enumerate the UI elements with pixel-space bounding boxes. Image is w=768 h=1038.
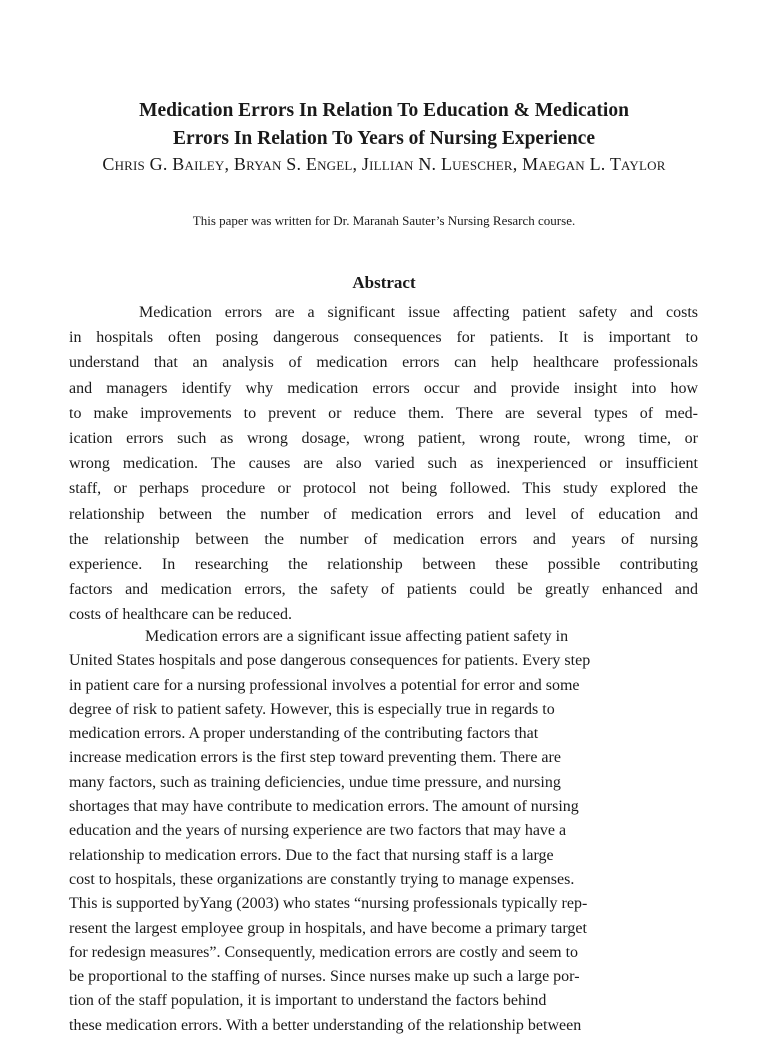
body-line: degree of risk to patient safety. However, this is especially true in regards to (69, 700, 555, 718)
body-line: these medication errors. With a better understanding of the relationship between (69, 1016, 582, 1034)
body-line: resent the largest employee group in hospitals, and have become a primary target (69, 919, 587, 937)
abstract-line: to make improvements to prevent or reduce them. There are several types of med- (69, 404, 698, 422)
body-line: increase medication errors is the first step toward preventing them. There are (69, 749, 561, 767)
body-line: for redesign measures”. Consequently, medication errors are costly and seem to (69, 943, 579, 961)
title-line-1: Medication Errors In Relation To Education & Medication (139, 100, 629, 121)
abstract-line: factors and medication errors, the safety of patients could be greatly enhanced and (69, 581, 698, 599)
body-line: relationship to medication errors. Due to the fact that nursing staff is a large (69, 846, 554, 864)
abstract-line: staff, or perhaps procedure or protocol not being followed. This study explored the (69, 480, 698, 498)
abstract-line: wrong medication. The causes are also varied such as inexperienced or insufficient (69, 455, 698, 473)
abstract-line: relationship between the number of medication errors and level of education and (69, 505, 698, 523)
course-note: This paper was written for Dr. Maranah Sauter’s Nursing Resarch course. (192, 213, 576, 228)
body-line: in patient care for a nursing professional involves a potential for error and some (69, 676, 580, 694)
abstract-line: the relationship between the number of medication errors and years of nursing (69, 530, 698, 548)
abstract-line: understand that an analysis of medication errors can help healthcare professionals (69, 354, 698, 372)
body-line: Medication errors are a significant issue affecting patient safety in (145, 628, 569, 645)
body-line: many factors, such as training deficiencies, undue time pressure, and nursing (69, 773, 561, 791)
abstract-line: and managers identify why medication errors occur and provide insight into how (69, 379, 698, 397)
abstract-paragraph (69, 300, 698, 628)
abstract-line: costs of healthcare can be reduced. (69, 606, 292, 624)
abstract-line: experience. In researching the relationship between these possible contributing (69, 556, 698, 574)
title-line-2: Errors In Relation To Years of Nursing Experience (173, 128, 595, 149)
body-line: education and the years of nursing experience are two factors that may have a (69, 822, 567, 840)
abstract-line: ication errors such as wrong dosage, wrong patient, wrong route, wrong time, or (69, 430, 698, 448)
body-line: cost to hospitals, these organizations are constantly trying to manage expenses. (69, 870, 575, 888)
body-line: be proportional to the staffing of nurses. Since nurses make up such a large por- (69, 968, 580, 986)
body-line: medication errors. A proper understanding of the contributing factors that (69, 725, 539, 743)
body-line: shortages that may have contribute to medication errors. The amount of nursing (69, 798, 579, 816)
body-paragraph (69, 625, 698, 1038)
abstract-line: Medication errors are a significant issue affecting patient safety and costs (139, 304, 698, 321)
body-line: United States hospitals and pose dangerous consequences for patients. Every step (69, 652, 591, 670)
body-line: This is supported byYang (2003) who states “nursing professionals typically rep- (69, 895, 588, 913)
body-line: tion of the staff population, it is important to understand the factors behind (69, 992, 547, 1010)
abstract-heading: Abstract (352, 273, 416, 292)
author-list: Chris G. Bailey, Bryan S. Engel, Jillian N. Luescher, Maegan L. Taylor (102, 154, 666, 174)
abstract-line: in hospitals often posing dangerous consequences for patients. It is important to (69, 329, 698, 347)
paper-title (60, 97, 708, 153)
